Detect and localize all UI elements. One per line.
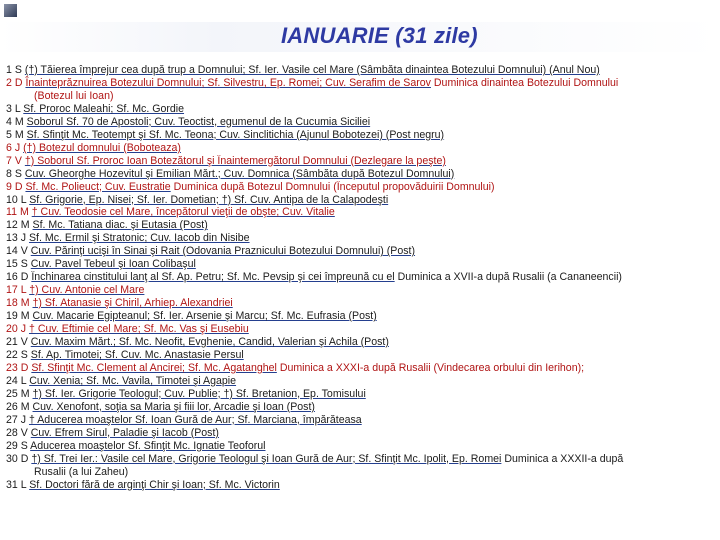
calendar-entry <box>6 206 714 219</box>
entry-saints-link[interactable]: Cuv. Maxim Mărt.; Sf. Mc. Neofit, Evghenie, Candid, Valerian şi Achila (Post) <box>30 336 389 349</box>
entry-saints-link[interactable]: † Cuv. Teodosie cel Mare, începătorul vieţii de obşte; Cuv. Vitalie <box>31 206 335 219</box>
entry-day: 6 J <box>6 141 21 154</box>
entry-sunday-note: Duminica dinaintea Botezului Domnului <box>430 76 619 89</box>
calendar-entry <box>6 440 714 453</box>
entry-day: 30 D <box>6 452 29 465</box>
calendar-entry <box>6 336 714 349</box>
calendar-entry <box>6 181 714 194</box>
entry-day: 4 M <box>6 115 24 128</box>
entry-saints-link[interactable]: †) Sf. Ier. Grigorie Teologul; Cuv. Publie; †) Sf. Bretanion, Ep. Tomisului <box>32 387 366 400</box>
calendar-entry <box>6 64 714 77</box>
entry-day: 22 S <box>6 348 28 361</box>
entry-continuation: (Botezul lui Ioan) <box>34 89 114 102</box>
entry-saints-link[interactable]: Cuv. Pavel Tebeul şi Ioan Colibaşul <box>30 258 196 271</box>
entry-saints-link[interactable]: Cuv. Macarie Egipteanul; Sf. Ier. Arsenie şi Marcu; Sf. Mc. Eufrasia (Post) <box>32 310 377 323</box>
calendar-entry <box>6 194 714 207</box>
entry-saints-link[interactable]: Sf. Grigorie, Ep. Nisei; Sf. Ier. Dometian; †) Sf. Cuv. Antipa de la Calapodeşti <box>29 193 389 206</box>
entry-saints-link[interactable]: (†) Tăierea împrejur cea după trup a Domnului; Sf. Ier. Vasile cel Mare (Sâmbăta dinaintea Botezului Domnului) (Anul Nou) <box>24 64 600 76</box>
entry-day: 10 L <box>6 193 27 206</box>
calendar-entry <box>6 349 714 362</box>
calendar-entry <box>6 323 714 336</box>
entry-sunday-note: Duminica după Botezul Domnului (Începutul propovăduirii Domnului) <box>170 180 495 193</box>
entry-day: 11 M <box>6 206 29 219</box>
entry-saints-link[interactable]: (†) Botezul domnului (Boboteaza) <box>23 141 181 154</box>
entry-saints-link[interactable]: Sf. Mc. Polieuct; Cuv. Eustratie <box>25 180 171 193</box>
entry-day: 24 L <box>6 374 27 387</box>
entry-saints-link[interactable]: Sf. Mc. Ermil şi Stratonic; Cuv. Iacob din Nisibe <box>28 232 250 245</box>
entry-saints-link[interactable]: † Aducerea moaştelor Sf. Ioan Gură de Aur; Sf. Marciana, împărăteasa <box>28 413 362 426</box>
entry-day: 29 S <box>6 439 28 452</box>
entry-saints-link[interactable]: Cuv. Părinţi ucişi în Sinai şi Rait (Odovania Praznicului Botezului Domnului) (Post) <box>30 245 416 258</box>
entry-day: 5 M <box>6 128 24 141</box>
calendar-entry <box>6 375 714 388</box>
entry-saints-link[interactable]: Sf. Ap. Timotei; Sf. Cuv. Mc. Anastasie Persul <box>30 348 244 361</box>
entry-continuation: Rusalii (a lui Zaheu) <box>34 465 129 478</box>
title-band <box>0 22 720 52</box>
calendar-entry <box>6 142 714 155</box>
page-title: IANUARIE (31 zile) <box>281 23 478 48</box>
entry-saints-link[interactable]: Sf. Mc. Tatiana diac. şi Eutasia (Post) <box>32 219 208 232</box>
calendar-entry <box>6 479 714 492</box>
title-bullet-square <box>4 4 17 17</box>
entry-saints-link[interactable]: †) Sf. Trei Ier.: Vasile cel Mare, Grigorie Teologul şi Ioan Gură de Aur; Sf. Sfinţit Mc. Ipolit, Ep. Romei <box>31 452 502 465</box>
entry-saints-link[interactable]: Închinarea cinstitului lanţ al Sf. Ap. Petru; Sf. Mc. Pevsip şi cei împreună cu el <box>31 271 395 284</box>
calendar-entry <box>6 388 714 401</box>
entry-saints-link[interactable]: Sf. Doctori fără de arginţi Chir şi Ioan; Sf. Mc. Victorin <box>29 478 280 491</box>
entry-day: 16 D <box>6 271 29 284</box>
entry-saints-link[interactable]: Sf. Sfinţit Mc. Clement al Ancirei; Sf. Mc. Agatanghel <box>31 361 277 374</box>
calendar-entry <box>6 271 714 284</box>
entry-saints-link[interactable]: Cuv. Xenofont, soţia sa Maria şi fiii lor, Arcadie şi Ioan (Post) <box>32 400 315 413</box>
calendar-entry <box>6 168 714 181</box>
entry-saints-link[interactable]: Cuv. Gheorghe Hozevitul şi Emilian Mărt.; Cuv. Domnica (Sâmbăta după Botezul Domnului) <box>24 167 455 180</box>
calendar-entry <box>6 427 714 440</box>
entry-day: 3 L <box>6 102 21 115</box>
entry-saints-link[interactable]: Cuv. Xenia; Sf. Mc. Vavila, Timotei şi Agapie <box>29 374 237 387</box>
calendar-entry <box>6 103 714 116</box>
entry-day: 27 J <box>6 413 27 426</box>
calendar-entry <box>6 155 714 168</box>
calendar-entry <box>6 310 714 323</box>
entry-day: 21 V <box>6 336 28 349</box>
entry-saints-link[interactable]: Sf. Proroc Maleahi; Sf. Mc. Gordie <box>23 102 185 115</box>
entry-saints-link[interactable]: Înainteprăznuirea Botezului Domnului; Sf. Silvestru, Ep. Romei; Cuv. Serafim de Sarov <box>25 76 431 89</box>
calendar-entry <box>6 232 714 245</box>
calendar-entry <box>6 219 714 232</box>
entry-day: 23 D <box>6 361 29 374</box>
entry-day: 31 L <box>6 478 27 491</box>
entry-saints-link[interactable]: †) Sf. Atanasie şi Chiril, Arhiep. Alexandriei <box>32 297 233 310</box>
entry-day: 28 V <box>6 426 28 439</box>
entry-saints-link[interactable]: †) Soborul Sf. Proroc Ioan Botezătorul şi Înaintemergătorul Domnului (Dezlegare la peşte) <box>24 154 446 167</box>
entry-saints-link[interactable]: Aducerea moaştelor Sf. Sfinţit Mc. Ignatie Teoforul <box>30 439 266 452</box>
calendar-entry <box>6 77 714 90</box>
entry-day: 19 M <box>6 310 30 323</box>
entry-saints-link[interactable]: Sf. Sfinţit Mc. Teotempt şi Sf. Mc. Teona; Cuv. Sinclitichia (Ajunul Bobotezei) (Post negru) <box>26 128 445 141</box>
entry-saints-link[interactable]: Soborul Sf. 70 de Apostoli; Cuv. Teoctist, egumenul de la Cucumia Siciliei <box>26 115 371 128</box>
entry-day: 7 V <box>6 154 22 167</box>
entry-saints-link[interactable]: †) Cuv. Antonie cel Mare <box>29 284 145 297</box>
calendar-entry <box>6 258 714 271</box>
entry-day: 25 M <box>6 387 30 400</box>
entry-day: 20 J <box>6 323 27 336</box>
entry-day: 1 S <box>6 64 22 76</box>
entry-saints-link[interactable]: † Cuv. Eftimie cel Mare; Sf. Mc. Vas şi Eusebiu <box>28 323 249 336</box>
calendar-entry <box>6 453 714 466</box>
entry-day: 18 M <box>6 297 30 310</box>
calendar-entry <box>6 414 714 427</box>
calendar-entry <box>6 362 714 375</box>
entry-day: 15 S <box>6 258 28 271</box>
calendar-entry <box>6 129 714 142</box>
entry-day: 14 V <box>6 245 28 258</box>
calendar-entry <box>6 297 714 310</box>
entry-sunday-note: Duminica a XXXI-a după Rusalii (Vindecarea orbului din Ierihon); <box>276 361 585 374</box>
entry-day: 26 M <box>6 400 30 413</box>
entry-sunday-note: Duminica a XVII-a după Rusalii (a Cananeencii) <box>394 271 622 284</box>
entry-day: 17 L <box>6 284 27 297</box>
entry-day: 2 D <box>6 76 23 89</box>
calendar-entry <box>6 401 714 414</box>
entry-day: 8 S <box>6 167 22 180</box>
calendar-entry <box>6 116 714 129</box>
entry-day: 13 J <box>6 232 27 245</box>
entry-day: 12 M <box>6 219 30 232</box>
calendar-list <box>6 64 714 491</box>
entry-sunday-note: Duminica a XXXII-a după <box>501 452 624 465</box>
entry-saints-link[interactable]: Cuv. Efrem Sirul, Paladie şi Iacob (Post) <box>30 426 219 439</box>
calendar-entry <box>6 284 714 297</box>
calendar-entry <box>6 245 714 258</box>
entry-day: 9 D <box>6 180 23 193</box>
